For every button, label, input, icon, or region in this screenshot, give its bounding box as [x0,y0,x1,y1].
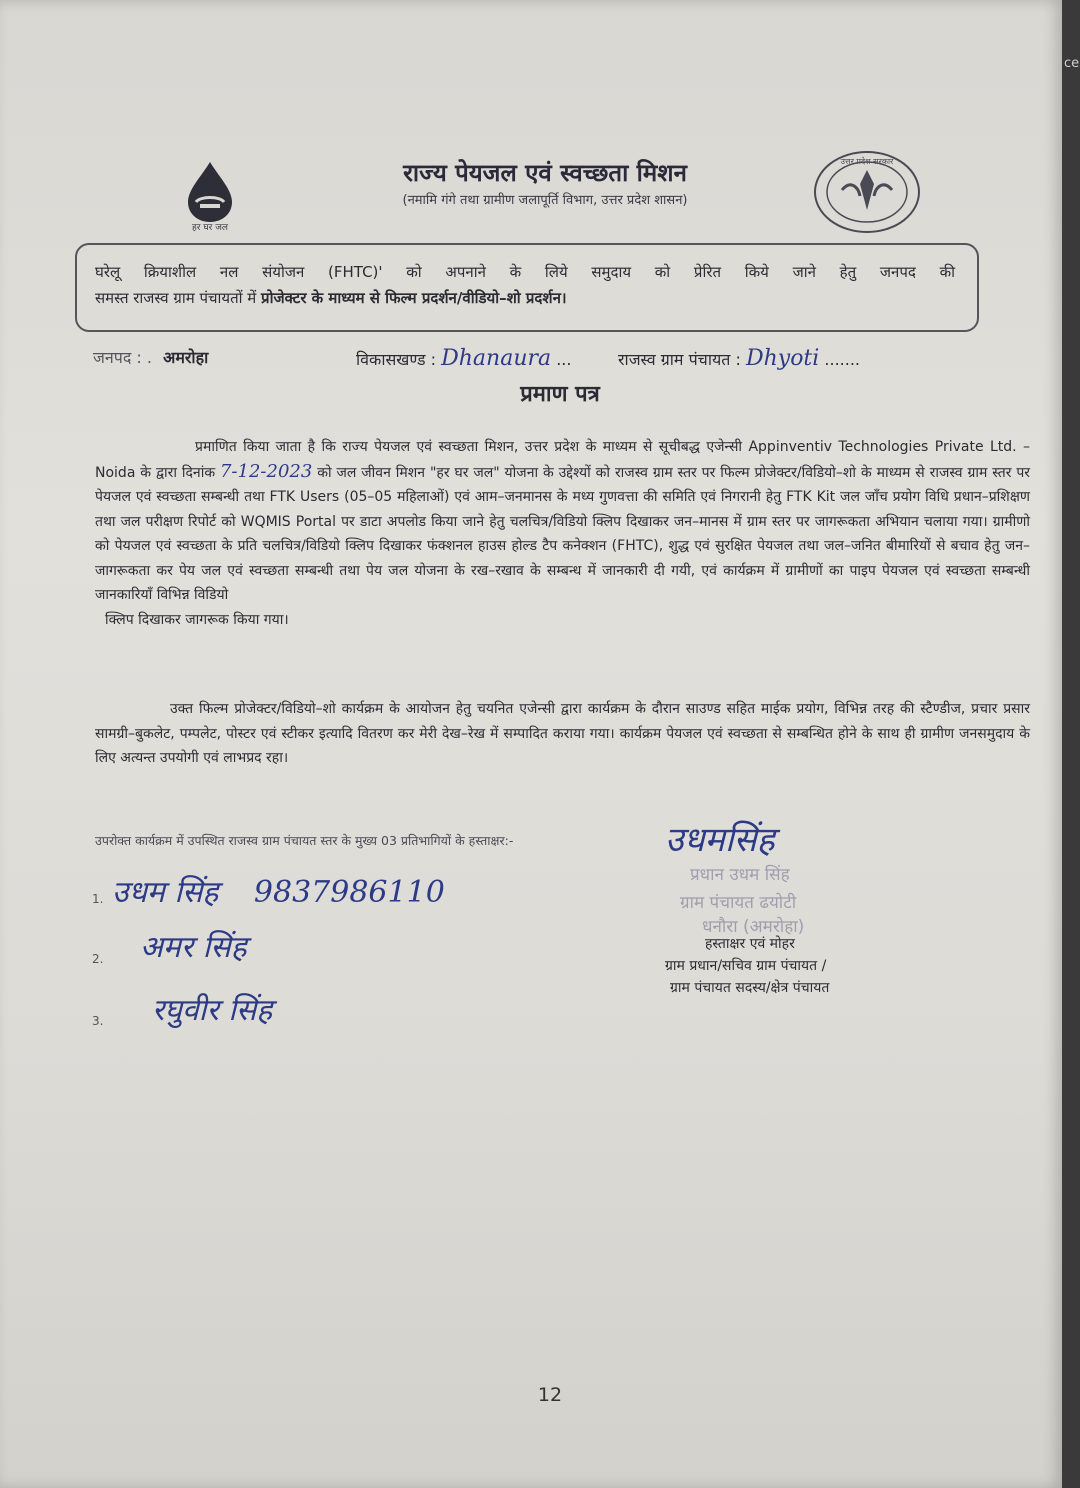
body-paragraph-1 [95,435,1030,632]
subject-line-2-bold: प्रोजेक्टर के माध्यम से फिल्म प्रदर्शन/वीडियो–शो प्रदर्शन। [261,289,567,307]
janpad-field [93,346,208,368]
stamp-line-1: प्रधान उधम सिंह [690,865,790,885]
pradhan-signature: उधमसिंह [665,820,775,860]
background-edge [1062,0,1080,1488]
participant-1-name: उधम सिंह [112,875,219,910]
participant-2-number: 2. [92,952,104,966]
document-title: प्रमाण पत्र [520,382,600,407]
panchayat-field [618,346,860,371]
page-number: 12 [537,1384,563,1406]
subject-line-2 [95,288,955,308]
up-govt-seal-text: उत्तर प्रदेश सरकार [840,157,894,166]
block-value: Dhanaura [441,346,552,371]
para1-text-a: प्रमाणित किया जाता है कि राज्य पेयजल एवं स्वच्छता मिशन, उत्तर प्रदेश के माध्यम से सूचीबद्ध एजेन्सी Appinventiv Technologies Private Ltd. – Noida के द्वारा दिनांक [95,439,1030,481]
mission-title: राज्य पेयजल एवं स्वच्छता मिशन [403,159,687,187]
participant-2-name: अमर सिंह [140,930,247,965]
panchayat-value: Dhyoti [745,346,820,371]
block-dots: ... [556,350,572,369]
janpad-label: जनपद : . [93,348,152,367]
para1-text-c: क्लिप दिखाकर जागरूक किया गया। [105,611,289,628]
designation-line-2: ग्राम पंचायत सदस्य/क्षेत्र पंचायत [670,980,830,996]
subject-line-1: घरेलू क्रियाशील नल संयोजन (FHTC)' को अपनाने के लिये समुदाय को प्रेरित किये जाने हेतु जनपद की [95,263,955,281]
participant-3-number: 3. [92,1014,104,1028]
stamp-line-3: धनौरा (अमरोहा) [702,917,805,937]
panchayat-label: राजस्व ग्राम पंचायत : [618,350,741,369]
participant-3-name: रघुवीर सिंह [152,993,273,1028]
block-field [356,346,571,371]
up-govt-seal [812,150,922,235]
har-ghar-jal-logo [170,158,250,238]
participant-1-signature [112,870,445,911]
janpad-value: अमरोहा [163,348,209,367]
block-label: विकासखण्ड : [356,350,437,369]
participants-intro: उपरोक्त कार्यक्रम में उपस्थित राजस्व ग्राम पंचायत स्तर के मुख्य 03 प्रतिभागियों के हस्ताक्षर:- [95,833,514,848]
participant-1-number: 1. [92,892,104,906]
subject-line-2-prefix: समस्त राजस्व ग्राम पंचायतों में [95,289,257,307]
signature-label: हस्ताक्षर एवं मोहर [705,936,795,952]
edge-text: ce [1064,56,1080,71]
body-paragraph-2: उक्त फिल्म प्रोजेक्टर/विडियो–शो कार्यक्रम के आयोजन हेतु चयनित एजेन्सी द्वारा कार्यक्रम के दौरान साउण्ड सहित माईक प्रयोग, विभिन्न तरह की स्टैण्डीज, प्रचार प्रसार सामग्री–बुकलेट, पम्पलेट, पोस्टर एवं स्टीकर इत्यादि वितरण कर मेरी देख–रेख में सम्पादित कराया गया। कार्यक्रम पेयजल एवं स्वच्छता से सम्बन्धित होने के साथ ही ग्रामीण जनसमुदाय के लिए अत्यन्त उपयोगी एवं लाभप्रद रहा। [95,701,1030,766]
har-ghar-jal-logo-text: हर घर जल [192,223,228,233]
participant-1-phone: 9837986110 [253,875,445,910]
para1-text-b: को जल जीवन मिशन "हर घर जल" योजना के उद्देश्यों को राजस्व ग्राम स्तर पर फिल्म प्रोजेक्टर/विडियो–शो के माध्यम से राजस्व ग्राम स्तर पर पेयजल एवं स्वच्छता सम्बन्धी तथा FTK Users (05–05 महिलाओं) एवं आम–जनमानस के मध्य गुणवत्ता की समिति एवं निगरानी हेतु FTK Kit जल जाँच प्रयोग विधि प्रधान–प्रशिक्षण तथा जल परीक्षण रिपोर्ट को WQMIS Portal पर डाटा अपलोड किया जाने हेतु चलचित्र/विडियो क्लिप दिखाकर जन–मानस में ग्राम स्तर पर जागरूकता अभियान चलाया गया। ग्रामीणो को पेयजल एवं स्वच्छता के प्रति चलचित्र/विडियो क्लिप दिखाकर फंक्शनल हाउस होल्ड टैप कनेक्शन (FHTC), शुद्ध एवं सुरक्षित पेयजल तथा जल–जनित बीमारियों से बचाव हेतु जन–जागरूकता कर पेय जल एवं स्वच्छता सम्बन्धी तथा पेय जल योजना के रख–रखाव के सम्बन्ध में जानकारी दी गयी, एवं कार्यक्रम में ग्रामीणों का पाइप पेयजल एवं स्वच्छता सम्बन्धी जानकारियाँ विभिन्न विडियो [95,464,1030,603]
stamp-line-2: ग्राम पंचायत ढयोटी [680,893,797,913]
panchayat-dots: ....... [824,350,861,369]
para1-date: 7-12-2023 [219,460,313,482]
designation-line-1: ग्राम प्रधान/सचिव ग्राम पंचायत / [665,958,827,974]
mission-subtitle: (नमामि गंगे तथा ग्रामीण जलापूर्ति विभाग, उत्तर प्रदेश शासन) [402,193,688,208]
